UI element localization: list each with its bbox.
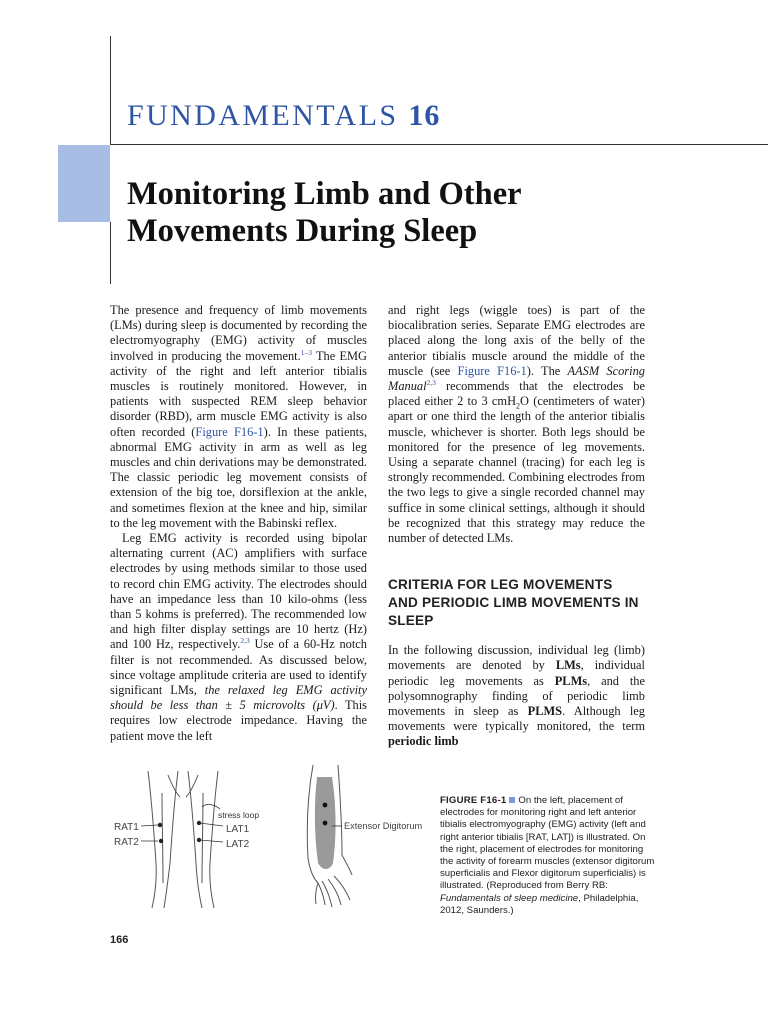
electrode-dot: [323, 821, 328, 826]
emphasis-text: the relaxed leg EMG activity should be less than ± 5 microvolts (μV): [110, 683, 367, 713]
extensor-label: Extensor Digitorum: [344, 821, 423, 831]
text-column-right: [388, 303, 645, 750]
figure-link[interactable]: Figure F16-1: [195, 424, 264, 439]
rat1-label: RAT1: [114, 822, 139, 833]
electrode-dot: [323, 803, 328, 808]
lat1-label: LAT1: [226, 824, 250, 835]
stress-loop-label: stress loop: [218, 810, 260, 820]
lat2-label: LAT2: [226, 839, 250, 850]
caption-square-icon: [509, 797, 515, 803]
electrode-figure: [110, 763, 435, 908]
reference-link[interactable]: 1–3: [300, 347, 312, 357]
book-title: Fundamentals of sleep medicine: [440, 892, 579, 904]
page-number: 166: [110, 934, 129, 946]
chapter-color-block: [58, 145, 110, 222]
chapter-kicker: [127, 101, 440, 131]
section-heading: CRITERIA FOR LEG MOVEMENTS AND PERIODIC LIMB MOVEMENTS IN SLEEP: [388, 577, 639, 629]
header-rule-vertical-top: [110, 36, 111, 144]
paragraph: The presence and frequency of limb movements (LMs) during sleep is documented by recording the electromyography (EMG) activity of muscles involved in producing the movement.$^{1-3}$ The EMG activity of the right and left anterior tibialis muscles is routinely monitored. However, in patients with suspected REM sleep behavior disorder (RBD), arm muscle EMG activity is also often recorded (Figure F16-1). In these patients, abnormal EMG activity in arm as well as leg muscles and chin derivations may be demonstrated. The classic periodic leg movement consists of extension of the big toe, dorsiflexion at the ankle, and sometimes flexion at the knee and hip, similar to the leg movement with the Babinski reflex.: [110, 303, 367, 530]
caption-text: On the left, placement of electrodes for monitoring right and left anterior tibialis electromyography (EMG) activity (left and right anterior tibialis [RAT, LAT]) is illustrated. On the right, placement of electrodes for monitoring the activity of forearm muscles (extensor digitorum superficialis and Flexor digitorum superficialis) is illustrated.: [440, 795, 655, 892]
chapter-title: Monitoring Limb and Other Movements During Sleep: [127, 176, 521, 249]
chapter-number: 16: [408, 99, 441, 132]
figure-caption: FIGURE F16-1 On the left, placement of electrodes for monitoring right and left anterior tibialis electromyography (EMG) activity (left and right anterior tibialis [RAT, LAT]) is illustrated. On the right, placement of electrodes for monitoring the activity of forearm muscles (extensor digitorum superficialis and Flexor digitorum superficialis) is illustrated. (Reproduced from Berry RB: Fundamentals of sleep medicine, Philadelphia, 2012, Saunders.): [440, 795, 655, 916]
manual-title: AASM Scoring Manual: [388, 363, 645, 394]
reference-link[interactable]: 2,3: [426, 377, 436, 387]
rat2-label: RAT2: [114, 837, 139, 848]
legs-illustration: [148, 771, 218, 908]
chapter-label: FUNDAMENTALS: [127, 99, 399, 132]
reference-link[interactable]: 2,3: [240, 636, 250, 646]
text-column-left: [110, 303, 367, 744]
figure-link[interactable]: Figure F16-1: [457, 363, 527, 378]
header-rule-vertical-bottom: [110, 222, 111, 284]
paragraph: In the following discussion, individual leg (limb) movements are denoted by LMs, individual periodic leg movements as PLMs, and the polysomnography finding of periodic limb movements in sleep as PLMS. Although leg movements were typically monitored, the term periodic limb: [388, 643, 645, 749]
figure-label: FIGURE F16-1: [440, 795, 507, 806]
paragraph: and right legs (wiggle toes) is part of the biocalibration series. Separate EMG electrodes are placed along the long axis of the belly of the anterior tibialis muscle around the middle of the muscle (see Figure F16-1). The AASM Scoring Manual$^{2,3}$ recommends that the electrodes be placed either 2 to 3 cmH$_2$O (centimeters of water) apart or one third the length of the anterior tibialis muscle, whichever is shorter. Both legs should be monitored for the presence of leg movements. Using a separate channel (tracing) for each leg is strongly recommended. Combining electrodes from the two legs to give a single recorded channel may suffice in some clinical settings, although it should be recognized that this strategy may reduce the number of detected LMs.: [388, 303, 645, 546]
header-rule-horizontal: [110, 144, 768, 145]
paragraph: Leg EMG activity is recorded using bipolar alternating current (AC) amplifiers with surface electrodes by using methods similar to those used to record chin EMG activity. The electrodes should have an impedance less than 10 kilo-ohms (less than 5 kohms is preferred). The recommended low and high filter display settings are 10 hertz (Hz) and 100 Hz, respectively.$^{2,3}$ Use of a 60-Hz notch filter is not recommended. As discussed below, since voltage amplitude criteria are used to identify significant LMs, the relaxed leg EMG activity should be less than ± 5 microvolts (μV). This requires low electrode impedance. Having the patient move the left: [110, 531, 367, 743]
